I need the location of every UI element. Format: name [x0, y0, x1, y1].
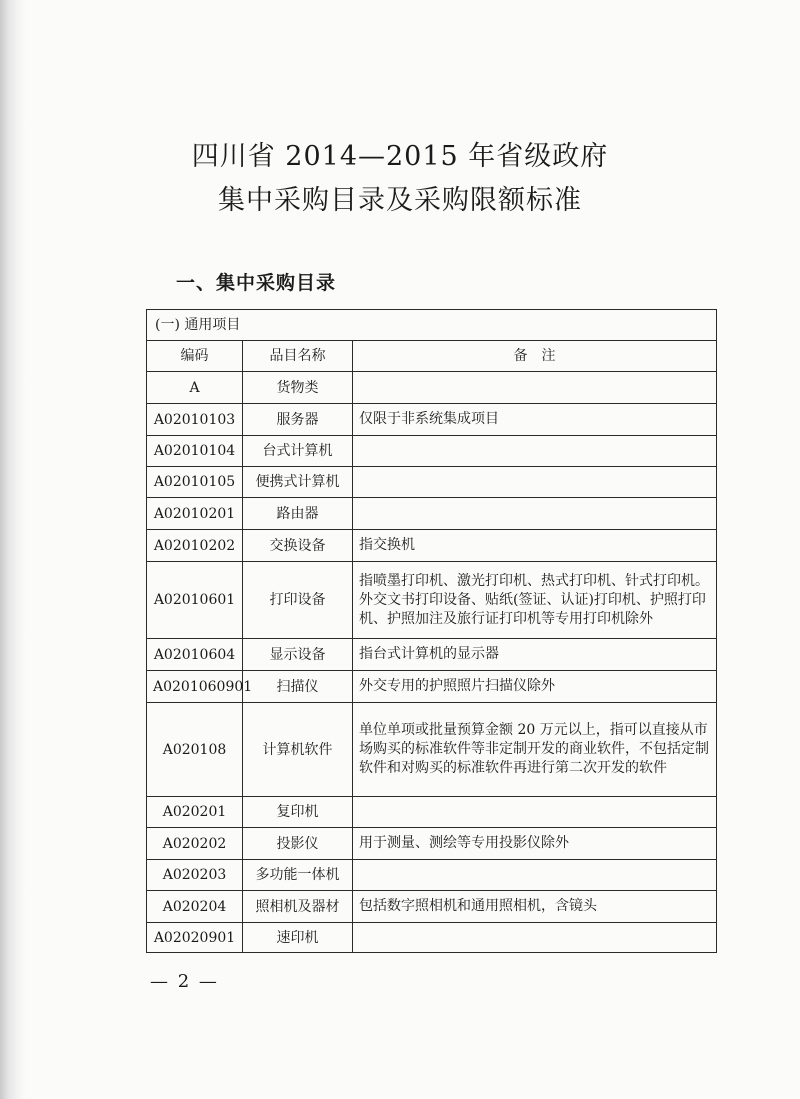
row-code: A020108 [147, 703, 243, 797]
row-code: A02010604 [147, 639, 243, 671]
row-code: A02010104 [147, 436, 243, 467]
table-row [147, 860, 717, 891]
row-name: 货物类 [243, 372, 353, 404]
document-title-line-2: 集中采购目录及采购限额标准 [218, 185, 582, 216]
table-row [147, 372, 717, 404]
row-code: A02010105 [147, 467, 243, 498]
header-note: 备 注 [353, 341, 717, 372]
row-name: 台式计算机 [243, 436, 353, 467]
row-note [353, 797, 717, 828]
row-note [353, 436, 717, 467]
row-code: A020203 [147, 860, 243, 891]
row-note [353, 923, 717, 953]
row-note: 指喷墨打印机、激光打印机、热式打印机、针式打印机。外交文书打印设备、贴纸(签证、认证)打印机、护照打印机、护照加注及旅行证打印机等专用打印机除外 [353, 562, 717, 639]
row-note [353, 860, 717, 891]
row-code: A0201060901 [147, 671, 243, 703]
row-note: 指交换机 [353, 530, 717, 562]
row-code: A02010103 [147, 404, 243, 436]
row-name: 显示设备 [243, 639, 353, 671]
table-row [147, 467, 717, 498]
row-code: A [147, 372, 243, 404]
row-code: A02010601 [147, 562, 243, 639]
row-name: 速印机 [243, 923, 353, 953]
row-name: 照相机及器材 [243, 891, 353, 923]
row-name: 复印机 [243, 797, 353, 828]
table-row [147, 671, 717, 703]
row-name: 路由器 [243, 498, 353, 530]
table-row [147, 891, 717, 923]
row-note: 外交专用的护照照片扫描仪除外 [353, 671, 717, 703]
table-row [147, 703, 717, 797]
row-name: 多功能一体机 [243, 860, 353, 891]
row-name: 交换设备 [243, 530, 353, 562]
row-code: A02010202 [147, 530, 243, 562]
table-row [147, 562, 717, 639]
table-header-row [147, 341, 717, 372]
row-note: 用于测量、测绘等专用投影仪除外 [353, 828, 717, 860]
row-note: 仅限于非系统集成项目 [353, 404, 717, 436]
header-name: 品目名称 [243, 341, 353, 372]
row-note [353, 498, 717, 530]
row-code: A020204 [147, 891, 243, 923]
table-row [147, 436, 717, 467]
row-name: 打印设备 [243, 562, 353, 639]
row-note: 包括数字照相机和通用照相机，含镜头 [353, 891, 717, 923]
table-group-row [147, 310, 717, 341]
table-row [147, 923, 717, 953]
table-row [147, 530, 717, 562]
section-heading: 一、集中采购目录 [176, 272, 337, 294]
table-row [147, 797, 717, 828]
table-row [147, 828, 717, 860]
row-name: 扫描仪 [243, 671, 353, 703]
document-title-line-1: 四川省 2014—2015 年省级政府 [191, 141, 609, 172]
row-note: 单位单项或批量预算金额 20 万元以上，指可以直接从市场购买的标准软件等非定制开发的商业软件，不包括定制软件和对购买的标准软件再进行第二次开发的软件 [353, 703, 717, 797]
group-label: (一) 通用项目 [147, 310, 717, 341]
row-note [353, 467, 717, 498]
page-number: — 2 — [150, 971, 219, 992]
row-code: A020202 [147, 828, 243, 860]
table-row [147, 498, 717, 530]
row-name: 服务器 [243, 404, 353, 436]
procurement-catalog-table [146, 309, 717, 953]
header-code: 编码 [147, 341, 243, 372]
table-row [147, 639, 717, 671]
row-name: 投影仪 [243, 828, 353, 860]
row-name: 计算机软件 [243, 703, 353, 797]
table-row [147, 404, 717, 436]
row-code: A02010201 [147, 498, 243, 530]
row-name: 便携式计算机 [243, 467, 353, 498]
row-code: A02020901 [147, 923, 243, 953]
row-code: A020201 [147, 797, 243, 828]
row-note [353, 372, 717, 404]
row-note: 指台式计算机的显示器 [353, 639, 717, 671]
